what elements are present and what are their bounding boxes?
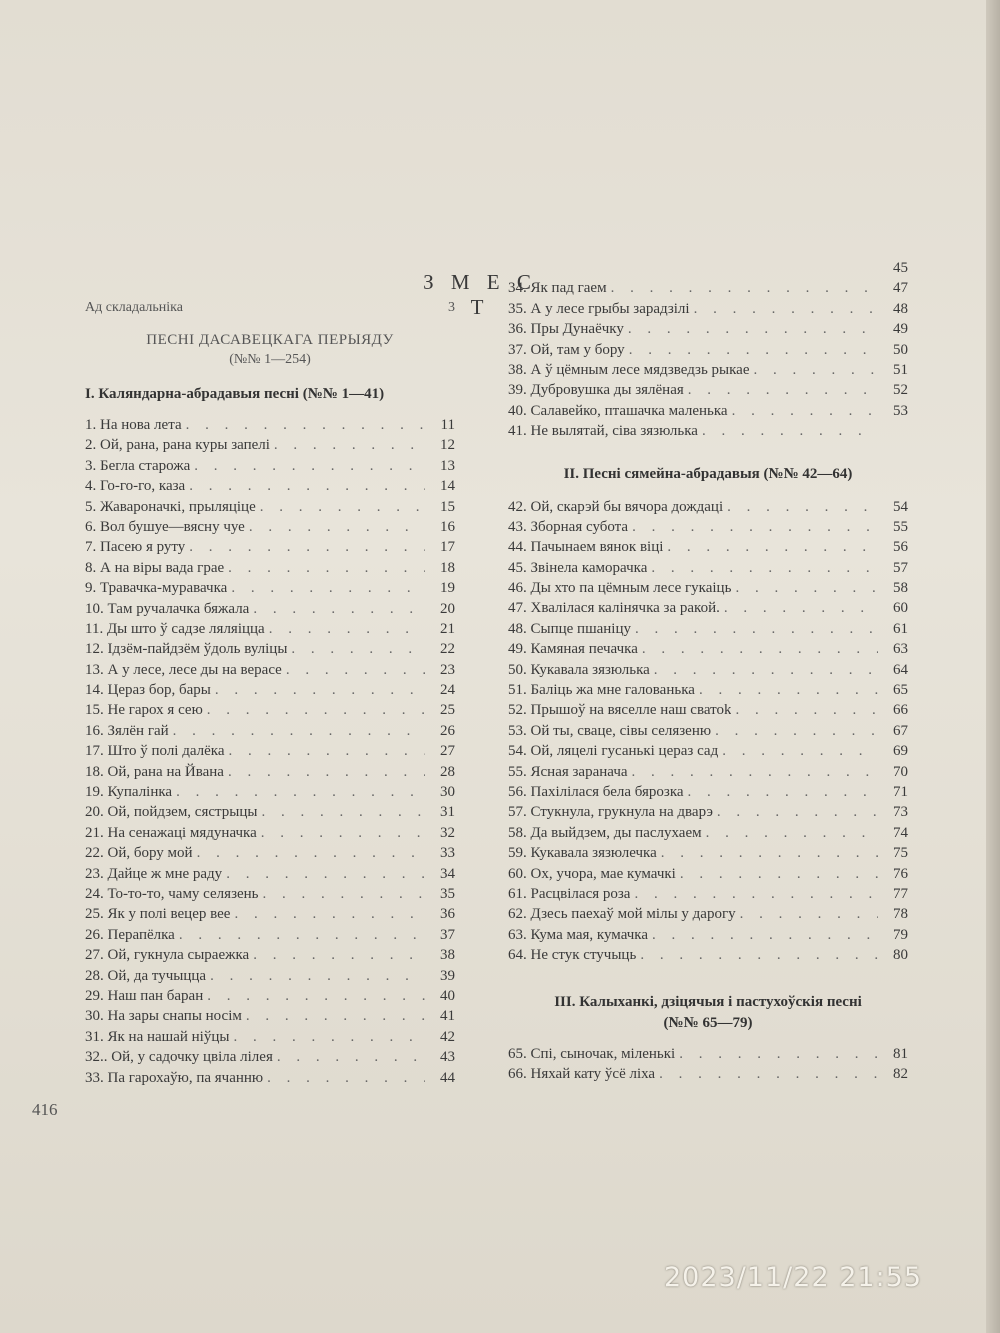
leader-dots bbox=[628, 319, 878, 339]
entry-page: 25 bbox=[440, 702, 455, 719]
toc-entry bbox=[85, 884, 455, 904]
entry-title: 48. Сыпце пшаніцу bbox=[508, 620, 632, 637]
section-3-range: (№№ 65—79) bbox=[663, 1014, 753, 1031]
toc-entry bbox=[85, 864, 455, 884]
entry-title: 27. Ой, гукнула сыраежка bbox=[85, 947, 250, 964]
toc-entry bbox=[508, 537, 908, 557]
intro-entry bbox=[85, 300, 455, 322]
toc-entry bbox=[508, 925, 908, 945]
leader-dots bbox=[634, 884, 878, 904]
leader-dots bbox=[228, 762, 425, 782]
toc-entry bbox=[85, 986, 455, 1006]
toc-entry bbox=[508, 1064, 908, 1084]
entry-page: 19 bbox=[440, 580, 455, 597]
toc-entry bbox=[85, 578, 455, 598]
toc-entry bbox=[85, 721, 455, 741]
entry-title: 64. Не стук стучыць bbox=[508, 947, 637, 964]
entry-title: 31. Як на нашай ніўцы bbox=[85, 1028, 230, 1045]
leader-dots bbox=[735, 578, 878, 598]
entry-title: 65. Спі, сыночак, міленькі bbox=[508, 1045, 676, 1062]
toc-entry bbox=[85, 823, 455, 843]
entry-title: 4. Го-го-го, каза bbox=[85, 478, 186, 495]
entry-page: 26 bbox=[440, 722, 455, 739]
toc-entry bbox=[508, 864, 908, 884]
toc-entry bbox=[85, 558, 455, 578]
entry-page: 33 bbox=[440, 845, 455, 862]
right-entry-list bbox=[508, 278, 908, 441]
entry-title: 16. Зялён гай bbox=[85, 722, 169, 739]
leader-dots bbox=[207, 700, 425, 720]
leader-dots bbox=[706, 823, 878, 843]
intro-label: Ад складальніка bbox=[85, 300, 183, 315]
toc-entry bbox=[508, 380, 908, 400]
entry-title: 17. Што ў полі далёка bbox=[85, 743, 225, 760]
entry-title: 55. Ясная заранача bbox=[508, 763, 628, 780]
entry-page: 34 bbox=[440, 865, 455, 882]
entry-title: 59. Кукавала зязюлечка bbox=[508, 845, 657, 862]
leader-dots bbox=[261, 802, 425, 822]
toc-entry bbox=[85, 639, 455, 659]
leader-dots bbox=[688, 380, 878, 400]
toc-entry bbox=[85, 660, 455, 680]
leader-dots bbox=[210, 966, 425, 986]
entry-page: 80 bbox=[893, 947, 908, 964]
entry-page: 77 bbox=[893, 885, 908, 902]
toc-entry bbox=[508, 639, 908, 659]
toc-entry bbox=[508, 619, 908, 639]
leader-dots bbox=[702, 421, 878, 441]
entry-page: 79 bbox=[893, 926, 908, 943]
toc-entry bbox=[508, 278, 908, 298]
toc-entry bbox=[508, 401, 908, 421]
leader-dots bbox=[722, 741, 878, 761]
entry-page: 55 bbox=[893, 518, 908, 535]
leader-dots bbox=[246, 1006, 425, 1026]
entry-page: 38 bbox=[440, 947, 455, 964]
leader-dots bbox=[234, 904, 425, 924]
continuation-entry bbox=[508, 258, 908, 278]
left-column bbox=[85, 300, 455, 1088]
entry-page: 17 bbox=[440, 539, 455, 556]
toc-entry bbox=[85, 1027, 455, 1047]
entry-page: 41 bbox=[440, 1008, 455, 1025]
leader-dots bbox=[253, 599, 425, 619]
leader-dots bbox=[260, 497, 425, 517]
toc-entry bbox=[508, 517, 908, 537]
section-3-title: III. Калыханкі, дзіцячыя і пастухоўскія песні bbox=[554, 993, 862, 1010]
entry-title: 9. Травачка-муравачка bbox=[85, 580, 228, 597]
entry-title: 44. Пачынаем вянок віці bbox=[508, 539, 664, 556]
entry-page: 69 bbox=[893, 743, 908, 760]
toc-entry bbox=[85, 497, 455, 517]
leader-dots bbox=[717, 802, 878, 822]
entry-page: 56 bbox=[893, 539, 908, 556]
leader-dots bbox=[215, 680, 425, 700]
page-title: З М Е С Т bbox=[423, 270, 537, 319]
entry-title: 2. Ой, рана, рана куры запелі bbox=[85, 437, 270, 454]
toc-entry bbox=[508, 843, 908, 863]
entry-page: 21 bbox=[440, 620, 455, 637]
toc-entry bbox=[85, 945, 455, 965]
entry-page: 13 bbox=[440, 457, 455, 474]
entry-page: 36 bbox=[440, 906, 455, 923]
entry-title: 52. Прышоў на вяселле наш сватоk bbox=[508, 702, 732, 719]
entry-title: 25. Як у полі вецер вее bbox=[85, 906, 231, 923]
entry-page: 15 bbox=[440, 498, 455, 515]
section-1-title: I. Каляндарна-абрадавыя песні (№№ 1—41) bbox=[85, 386, 385, 402]
entry-page: 65 bbox=[893, 682, 908, 699]
entry-title: 62. Дзесь паехаў мой мілы у дарогу bbox=[508, 906, 736, 923]
leader-dots bbox=[176, 782, 425, 802]
leader-dots bbox=[261, 823, 425, 843]
toc-entry bbox=[85, 476, 455, 496]
entry-title: 32.. Ой, у садочку цвіла лілея bbox=[85, 1049, 273, 1066]
entry-page: 60 bbox=[893, 600, 908, 617]
leader-dots bbox=[632, 762, 878, 782]
entry-title: 41. Не вылятай, сіва зязюлька bbox=[508, 423, 698, 440]
toc-entry bbox=[85, 1047, 455, 1067]
entry-title: 10. Там ручалачка бяжала bbox=[85, 600, 250, 617]
entry-title: 11. Ды што ў садзе ляляіцца bbox=[85, 620, 265, 637]
leader-dots bbox=[233, 1027, 425, 1047]
leader-dots bbox=[654, 660, 878, 680]
toc-entry bbox=[85, 456, 455, 476]
toc-entry bbox=[85, 802, 455, 822]
leader-dots bbox=[186, 415, 425, 435]
entry-page: 35 bbox=[440, 885, 455, 902]
toc-entry bbox=[508, 360, 908, 380]
entry-page: 64 bbox=[893, 661, 908, 678]
entry-page: 48 bbox=[893, 300, 908, 317]
entry-page: 53 bbox=[893, 402, 908, 419]
leader-dots bbox=[632, 517, 878, 537]
entry-title: 39. Дубровушка ды зялёная bbox=[508, 382, 684, 399]
entry-page: 57 bbox=[893, 559, 908, 576]
entry-page: 78 bbox=[893, 906, 908, 923]
leader-dots bbox=[754, 360, 879, 380]
entry-page: 70 bbox=[893, 763, 908, 780]
toc-entry bbox=[85, 1068, 455, 1088]
entry-page: 11 bbox=[440, 417, 455, 433]
toc-entry bbox=[508, 680, 908, 700]
toc-entry bbox=[85, 599, 455, 619]
leader-dots bbox=[189, 537, 425, 557]
leader-dots bbox=[189, 476, 425, 496]
leader-dots bbox=[629, 340, 878, 360]
entry-page: 81 bbox=[893, 1045, 908, 1062]
leader-dots bbox=[249, 517, 425, 537]
entry-page: 82 bbox=[893, 1065, 908, 1082]
entry-title: 49. Камяная печачка bbox=[508, 641, 638, 658]
toc-entry bbox=[508, 762, 908, 782]
entry-title: 46. Ды хто па цёмным лесе гукаіць bbox=[508, 580, 732, 597]
entry-page: 28 bbox=[440, 763, 455, 780]
entry-page: 39 bbox=[440, 967, 455, 984]
leader-dots bbox=[274, 435, 425, 455]
leader-dots bbox=[740, 904, 878, 924]
toc-entry bbox=[85, 619, 455, 639]
period-range: (№№ 1—254) bbox=[229, 352, 311, 367]
entry-page: 52 bbox=[893, 382, 908, 399]
leader-dots bbox=[680, 864, 878, 884]
toc-entry bbox=[508, 598, 908, 618]
entry-page: 61 bbox=[893, 620, 908, 637]
entry-title: 1. На нова лета bbox=[85, 417, 182, 433]
entry-title: 40. Салавейко, пташачка маленька bbox=[508, 402, 728, 419]
entry-page: 12 bbox=[440, 437, 455, 454]
leader-dots bbox=[652, 925, 878, 945]
entry-page: 44 bbox=[440, 1069, 455, 1086]
left-entry-list bbox=[85, 415, 455, 1088]
toc-entry bbox=[85, 843, 455, 863]
leader-dots bbox=[179, 925, 425, 945]
intro-page: 3 bbox=[448, 300, 455, 315]
toc-entry bbox=[508, 421, 908, 441]
toc-entry bbox=[85, 762, 455, 782]
entry-page: 20 bbox=[440, 600, 455, 617]
toc-entry bbox=[85, 435, 455, 455]
leader-dots bbox=[699, 680, 878, 700]
entry-page: 30 bbox=[440, 784, 455, 801]
leader-dots bbox=[679, 1044, 878, 1064]
entry-page: 76 bbox=[893, 865, 908, 882]
photo-timestamp: 2023/11/22 21:55 bbox=[664, 1262, 923, 1293]
toc-entry bbox=[508, 558, 908, 578]
entry-title: 60. Ох, учора, мае кумачкі bbox=[508, 865, 676, 882]
leader-dots bbox=[267, 1068, 425, 1088]
leader-dots bbox=[640, 945, 878, 965]
toc-entry bbox=[508, 319, 908, 339]
period-heading bbox=[85, 330, 455, 370]
leader-dots bbox=[735, 700, 878, 720]
entry-title: 57. Стукнула, грукнула на дварэ bbox=[508, 804, 713, 821]
leader-dots bbox=[253, 945, 425, 965]
leader-dots bbox=[269, 619, 425, 639]
leader-dots bbox=[207, 986, 425, 1006]
leader-dots bbox=[661, 843, 878, 863]
entry-title: 15. Не гарох я сею bbox=[85, 702, 203, 719]
entry-title: 56. Пахілілася бела бярозка bbox=[508, 783, 684, 800]
toc-entry bbox=[85, 741, 455, 761]
section-2-title: II. Песні сямейна-абрадавыя (№№ 42—64) bbox=[563, 465, 853, 482]
toc-entry bbox=[85, 680, 455, 700]
entry-title: 50. Кукавала зязюлька bbox=[508, 661, 650, 678]
leader-dots bbox=[286, 660, 425, 680]
toc-entry bbox=[508, 802, 908, 822]
leader-dots bbox=[651, 558, 878, 578]
leader-dots bbox=[727, 497, 878, 517]
entry-page: 18 bbox=[440, 559, 455, 576]
entry-page: 16 bbox=[440, 518, 455, 535]
entry-page: 67 bbox=[893, 722, 908, 739]
right-column bbox=[508, 258, 908, 1084]
toc-entry bbox=[85, 415, 455, 435]
entry-page: 51 bbox=[893, 361, 908, 378]
entry-page: 37 bbox=[440, 926, 455, 943]
leader-dots bbox=[688, 782, 878, 802]
entry-page: 75 bbox=[893, 845, 908, 862]
entry-title: 6. Вол бушуе—вясну чуе bbox=[85, 518, 245, 535]
entry-title: 66. Няхай кату ўсё ліха bbox=[508, 1065, 656, 1082]
entry-title: 29. Наш пан баран bbox=[85, 987, 204, 1004]
toc-entry bbox=[508, 823, 908, 843]
period-title: ПЕСНІ ДАСАВЕЦКАГА ПЕРЫЯДУ bbox=[146, 332, 394, 348]
entry-title: 37. Ой, там у бору bbox=[508, 341, 625, 358]
entry-title: 20. Ой, пойдзем, сястрыцы bbox=[85, 804, 258, 821]
entry-title: 61. Расцвілася роза bbox=[508, 885, 631, 902]
leader-dots bbox=[667, 537, 878, 557]
leader-dots bbox=[724, 598, 878, 618]
entry-title: 45. Звінела каморачка bbox=[508, 559, 648, 576]
toc-entry bbox=[508, 884, 908, 904]
leader-dots bbox=[659, 1064, 878, 1084]
entry-title: 47. Хвалілася калінячка за ракой. bbox=[508, 600, 720, 617]
entry-title: 12. Ідзём-пайдзём ўдоль вуліцы bbox=[85, 641, 288, 658]
toc-entry bbox=[85, 925, 455, 945]
entry-title: 43. Зборная субота bbox=[508, 518, 629, 535]
leader-dots bbox=[291, 639, 425, 659]
entry-title: 3. Бегла старожа bbox=[85, 457, 191, 474]
entry-title: 14. Цераз бор, бары bbox=[85, 682, 211, 699]
entry-title: 21. На сенажаці мядуначка bbox=[85, 824, 257, 841]
entry-title: 63. Кума мая, кумачка bbox=[508, 926, 649, 943]
entry-title: 5. Жавароначкі, прыляціце bbox=[85, 498, 256, 515]
toc-entry bbox=[508, 782, 908, 802]
leader-dots bbox=[694, 299, 878, 319]
leader-dots bbox=[173, 721, 425, 741]
entry-title: 54. Ой, ляцелі гусанькі цераз сад bbox=[508, 743, 719, 760]
entry-page: 42 bbox=[440, 1028, 455, 1045]
entry-title: 30. На зары снапы носім bbox=[85, 1008, 242, 1025]
toc-entry bbox=[85, 782, 455, 802]
entry-page: 40 bbox=[440, 987, 455, 1004]
entry-page: 22 bbox=[440, 641, 455, 658]
toc-entry bbox=[508, 700, 908, 720]
entry-page: 49 bbox=[893, 321, 908, 338]
entry-title: 28. Ой, да тучыцца bbox=[85, 967, 207, 984]
leader-dots bbox=[277, 1047, 425, 1067]
leader-dots bbox=[194, 456, 425, 476]
leader-dots bbox=[197, 843, 425, 863]
entry-title: 38. А ў цёмным лесе мядзведзь рыкае bbox=[508, 361, 750, 378]
entry-title: 8. А на віры вада грае bbox=[85, 559, 225, 576]
entry-title: 51. Баліць жа мне галованька bbox=[508, 682, 695, 699]
leader-dots bbox=[715, 721, 878, 741]
toc-entry bbox=[508, 1044, 908, 1064]
entry-title: 24. То-то-то, чаму селязень bbox=[85, 885, 259, 902]
entry-title: 26. Перапёлка bbox=[85, 926, 175, 943]
toc-entry bbox=[508, 660, 908, 680]
toc-entry bbox=[85, 537, 455, 557]
entry-title: 34. Як пад гаем bbox=[508, 280, 607, 297]
leader-dots bbox=[732, 401, 878, 421]
page-edge bbox=[986, 0, 1000, 1333]
toc-entry bbox=[508, 299, 908, 319]
entry-page: 47 bbox=[893, 280, 908, 297]
entry-page: 74 bbox=[893, 824, 908, 841]
entry-page: 73 bbox=[893, 804, 908, 821]
leader-dots bbox=[263, 884, 425, 904]
toc-entry bbox=[85, 1006, 455, 1026]
leader-dots bbox=[635, 619, 878, 639]
toc-entry bbox=[85, 904, 455, 924]
continuation-page: 45 bbox=[893, 260, 908, 276]
page-number: 416 bbox=[32, 1100, 58, 1119]
entry-title: 7. Пасею я руту bbox=[85, 539, 186, 556]
leader-dots bbox=[611, 278, 878, 298]
leader-dots bbox=[231, 578, 425, 598]
entry-title: 33. Па гарохаўю, па ячанню bbox=[85, 1069, 264, 1086]
toc-entry bbox=[508, 945, 908, 965]
entry-title: 53. Ой ты, сваце, сівы селязеню bbox=[508, 722, 712, 739]
toc-entry bbox=[508, 340, 908, 360]
entry-page: 43 bbox=[440, 1049, 455, 1066]
entry-page: 24 bbox=[440, 682, 455, 699]
entry-page: 31 bbox=[440, 804, 455, 821]
toc-entry bbox=[85, 966, 455, 986]
leader-dots bbox=[226, 864, 425, 884]
entry-page: 71 bbox=[893, 783, 908, 800]
leader-dots bbox=[642, 639, 878, 659]
entry-page: 63 bbox=[893, 641, 908, 658]
leader-dots bbox=[229, 741, 425, 761]
entry-page: 54 bbox=[893, 498, 908, 515]
toc-entry bbox=[508, 497, 908, 517]
section-3-list bbox=[508, 1044, 908, 1085]
entry-page: 66 bbox=[893, 702, 908, 719]
entry-title: 58. Да выйдзем, ды паслухаем bbox=[508, 824, 702, 841]
toc-entry bbox=[85, 700, 455, 720]
leader-dots bbox=[228, 558, 425, 578]
entry-page: 32 bbox=[440, 824, 455, 841]
toc-entry bbox=[508, 904, 908, 924]
toc-entry bbox=[85, 517, 455, 537]
entry-title: 35. А у лесе грыбы зарадзілі bbox=[508, 300, 690, 317]
toc-entry bbox=[508, 578, 908, 598]
entry-title: 13. А у лесе, лесе ды на верасе bbox=[85, 661, 282, 678]
toc-entry bbox=[508, 741, 908, 761]
entry-title: 19. Купалінка bbox=[85, 784, 173, 801]
entry-title: 22. Ой, бору мой bbox=[85, 845, 193, 862]
entry-page: 27 bbox=[440, 743, 455, 760]
entry-title: 42. Ой, скарэй бы вячора дождаці bbox=[508, 498, 724, 515]
entry-title: 36. Пры Дунаёчку bbox=[508, 321, 624, 338]
entry-page: 50 bbox=[893, 341, 908, 358]
entry-title: 23. Дайце ж мне раду bbox=[85, 865, 223, 882]
entry-page: 58 bbox=[893, 580, 908, 597]
entry-page: 23 bbox=[440, 661, 455, 678]
section-2-list bbox=[508, 497, 908, 966]
toc-entry bbox=[508, 721, 908, 741]
entry-title: 18. Ой, рана на Йвана bbox=[85, 763, 224, 780]
entry-page: 14 bbox=[440, 478, 455, 495]
